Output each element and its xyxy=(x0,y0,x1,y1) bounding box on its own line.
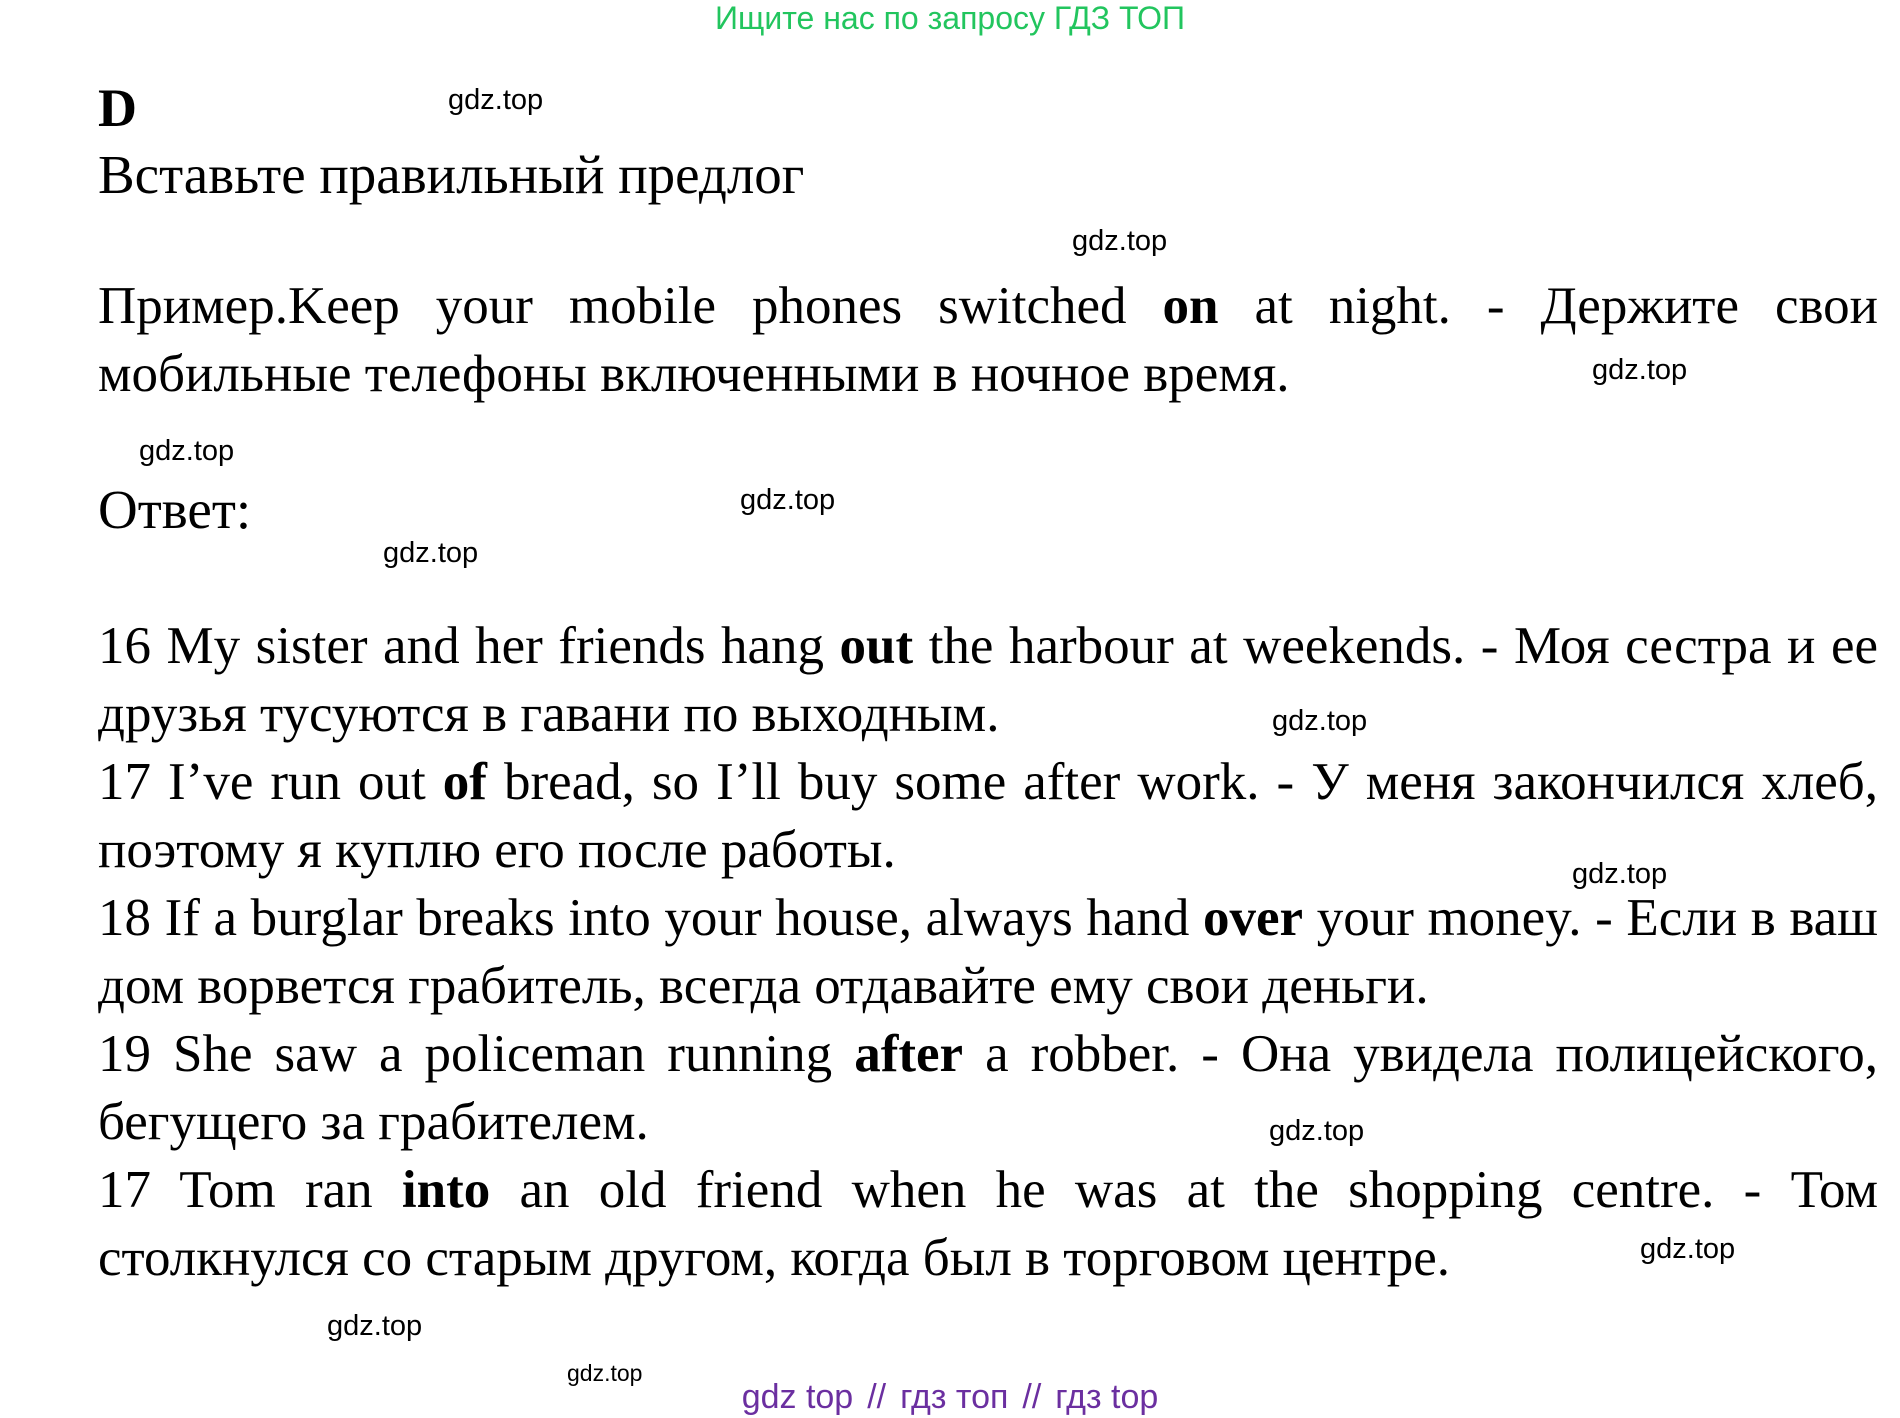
item-answer: into xyxy=(401,1161,491,1219)
item-before: 16 My sister and her friends hang xyxy=(98,617,840,675)
watermark: gdz.top xyxy=(1272,705,1368,737)
item-after: your money. - Если в ваш дом ворвется грабитель, всегда отдавайте ему свои деньги. xyxy=(98,889,1878,1015)
banner-separator: // xyxy=(1022,1378,1042,1416)
exercise-item xyxy=(98,612,1878,748)
watermark: gdz.top xyxy=(1640,1233,1736,1265)
banner-part: гдз top xyxy=(1055,1378,1159,1416)
item-after: an old friend when he was at the shopping centre. - Том столкнулся со старым другом, когда был в торговом центре. xyxy=(98,1161,1878,1287)
item-after: the harbour at weekends. - Моя сестра и ее друзья тусуются в гавани по выходным. xyxy=(98,617,1878,743)
exercise-item xyxy=(98,1020,1878,1156)
section-letter: D xyxy=(98,78,137,138)
item-before: 19 She saw a policeman running xyxy=(98,1025,855,1083)
item-after: bread, so I’ll buy some after work. - У меня закончился хлеб, поэтому я куплю его после работы. xyxy=(98,753,1879,879)
watermark: gdz.top xyxy=(1072,225,1168,257)
exercise-item xyxy=(98,884,1878,1020)
top-banner: Ищите нас по запросу ГДЗ ТОП xyxy=(715,0,1185,36)
item-before: 17 Tom ran xyxy=(98,1161,402,1219)
example-sentence xyxy=(98,272,1878,408)
banner-part: gdz top xyxy=(741,1378,854,1416)
item-before: 17 I’ve run out xyxy=(98,753,443,811)
item-before: 18 If a burglar breaks into your house, always hand xyxy=(98,889,1204,947)
exercise-item xyxy=(98,1156,1878,1292)
bottom-banner xyxy=(0,1377,1900,1417)
banner-part: гдз топ xyxy=(900,1378,1009,1416)
watermark: gdz.top xyxy=(1572,858,1668,890)
banner-separator: // xyxy=(867,1378,887,1416)
watermark: gdz.top xyxy=(740,484,836,516)
item-answer: out xyxy=(839,617,914,675)
example-after: at night. - Держите свои мобильные телефоны включенными в ночное время. xyxy=(98,277,1879,403)
watermark: gdz.top xyxy=(139,435,235,467)
instruction-text: Вставьте правильный предлог xyxy=(98,144,805,205)
example-answer: on xyxy=(1162,277,1219,335)
watermark: gdz.top xyxy=(327,1310,423,1342)
watermark: gdz.top xyxy=(1592,354,1688,386)
example-before: Пример.Keep your mobile phones switched xyxy=(98,277,1163,335)
item-answer: of xyxy=(442,753,487,811)
answer-label: Ответ: xyxy=(98,479,252,540)
watermark: gdz.top xyxy=(567,1360,643,1386)
watermark: gdz.top xyxy=(1269,1115,1365,1147)
item-answer: after xyxy=(854,1025,964,1083)
watermark: gdz.top xyxy=(383,537,479,569)
watermark: gdz.top xyxy=(448,84,544,116)
item-answer: over xyxy=(1203,889,1304,947)
item-after: a robber. - Она увидела полицейского, бегущего за грабителем. xyxy=(98,1025,1878,1151)
